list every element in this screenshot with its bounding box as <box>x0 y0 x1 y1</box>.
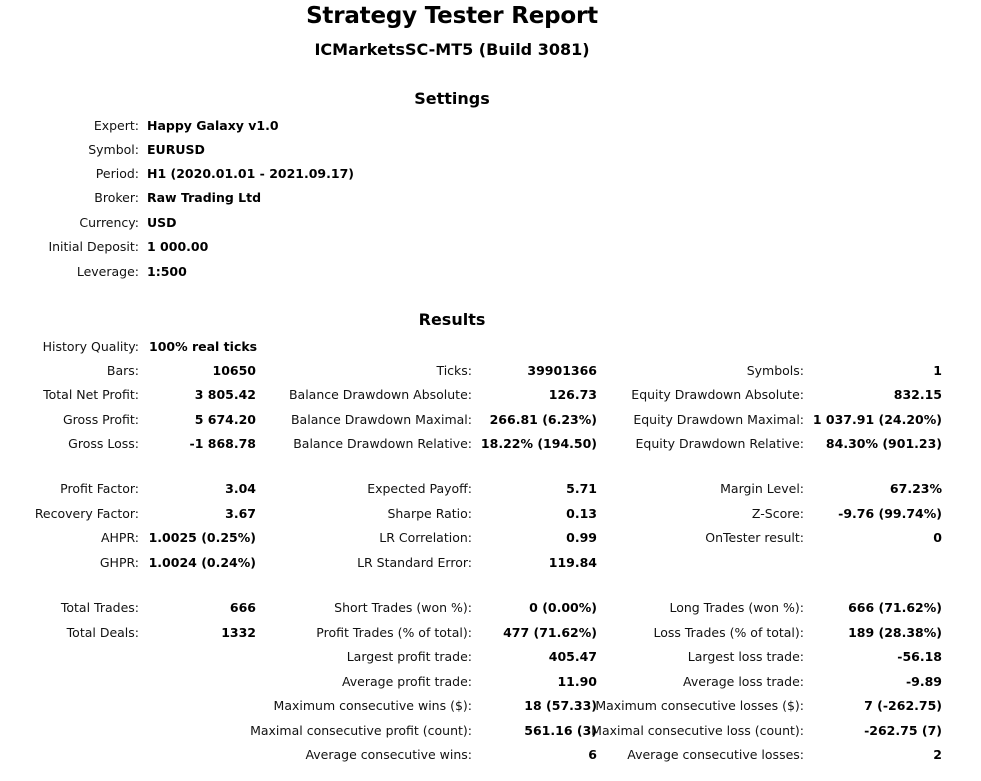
result-label: Balance Drawdown Maximal: <box>290 412 472 427</box>
result-value: 0 (0.00%) <box>529 600 597 615</box>
result-value: 405.47 <box>548 649 597 664</box>
result-label: Average consecutive losses: <box>627 747 804 762</box>
result-label: Average profit trade: <box>341 674 472 689</box>
result-label: Gross Profit: <box>62 412 139 427</box>
result-label: Total Trades: <box>60 600 139 615</box>
settings-value: 1:500 <box>147 264 187 279</box>
result-label: Z-Score: <box>751 506 804 521</box>
result-value: 3.04 <box>225 481 256 496</box>
settings-value: Raw Trading Ltd <box>147 190 262 205</box>
result-value: 7 (-262.75) <box>864 698 942 713</box>
result-value: 126.73 <box>548 387 597 402</box>
result-label: Profit Factor: <box>60 481 139 496</box>
result-value: 2 <box>933 747 942 762</box>
result-label: Balance Drawdown Absolute: <box>288 387 472 402</box>
result-value: 3 805.42 <box>194 387 256 402</box>
result-label: Total Net Profit: <box>43 387 139 402</box>
result-label: Average loss trade: <box>683 674 804 689</box>
result-label: Recovery Factor: <box>34 506 139 521</box>
result-value: 1332 <box>221 625 256 640</box>
result-value: -1 868.78 <box>189 436 256 451</box>
result-label: Maximal consecutive loss (count): <box>591 723 804 738</box>
result-label: Largest loss trade: <box>687 649 804 664</box>
result-value: 1 037.91 (24.20%) <box>812 412 942 427</box>
settings-label: Period: <box>95 166 139 181</box>
result-label: Margin Level: <box>720 481 804 496</box>
result-value: -9.89 <box>905 674 942 689</box>
result-label: Gross Loss: <box>68 436 139 451</box>
settings-label: Leverage: <box>76 264 139 279</box>
result-value: 18 (57.33) <box>524 698 597 713</box>
result-label: Equity Drawdown Relative: <box>635 436 804 451</box>
settings-heading: Settings <box>414 89 490 108</box>
result-label: Ticks: <box>436 363 472 378</box>
settings-value: H1 (2020.01.01 - 2021.09.17) <box>147 166 354 181</box>
report-title: Strategy Tester Report <box>306 3 598 29</box>
result-label: Long Trades (won %): <box>669 600 804 615</box>
result-value: 189 (28.38%) <box>848 625 942 640</box>
result-label: Sharpe Ratio: <box>387 506 472 521</box>
result-value: 666 (71.62%) <box>848 600 942 615</box>
result-value: 477 (71.62%) <box>503 625 597 640</box>
result-label: Largest profit trade: <box>346 649 472 664</box>
result-label: AHPR: <box>100 530 139 545</box>
result-label: LR Standard Error: <box>357 555 472 570</box>
result-value: 3.67 <box>225 506 256 521</box>
settings-label: Broker: <box>94 190 139 205</box>
result-label: Loss Trades (% of total): <box>653 625 804 640</box>
result-value: -56.18 <box>897 649 942 664</box>
result-value: -262.75 (7) <box>864 723 942 738</box>
result-value: 832.15 <box>893 387 942 402</box>
result-label: Balance Drawdown Relative: <box>293 436 472 451</box>
result-value: 5.71 <box>566 481 597 496</box>
result-label: GHPR: <box>99 555 139 570</box>
result-value: 67.23% <box>889 481 942 496</box>
result-label: Average consecutive wins: <box>305 747 472 762</box>
result-value: 1.0024 (0.24%) <box>148 555 256 570</box>
settings-label: Initial Deposit: <box>48 239 139 254</box>
result-value: 39901366 <box>527 363 597 378</box>
result-label: Bars: <box>106 363 139 378</box>
result-value: 666 <box>229 600 256 615</box>
settings-label: Expert: <box>93 118 139 133</box>
result-value: 6 <box>588 747 597 762</box>
history-quality-value: 100% real ticks <box>149 339 258 354</box>
result-value: 11.90 <box>557 674 597 689</box>
result-value: -9.76 (99.74%) <box>838 506 942 521</box>
result-label: Maximum consecutive wins ($): <box>273 698 472 713</box>
result-label: Equity Drawdown Absolute: <box>631 387 804 402</box>
result-label: Expected Payoff: <box>367 481 472 496</box>
settings-label: Currency: <box>79 215 139 230</box>
result-value: 10650 <box>212 363 256 378</box>
result-label: Short Trades (won %): <box>334 600 472 615</box>
result-value: 0.99 <box>566 530 597 545</box>
result-label: Profit Trades (% of total): <box>316 625 472 640</box>
result-label: Maximal consecutive profit (count): <box>250 723 472 738</box>
settings-value: Happy Galaxy v1.0 <box>147 118 279 133</box>
result-label: Symbols: <box>746 363 804 378</box>
result-label: OnTester result: <box>705 530 804 545</box>
settings-value: USD <box>147 215 177 230</box>
result-value: 5 674.20 <box>194 412 256 427</box>
results-heading: Results <box>418 310 486 329</box>
report-subtitle: ICMarketsSC-MT5 (Build 3081) <box>314 40 590 59</box>
result-label: Equity Drawdown Maximal: <box>633 412 804 427</box>
result-value: 561.16 (3) <box>524 723 597 738</box>
history-quality-label: History Quality: <box>42 339 139 354</box>
result-value: 119.84 <box>548 555 597 570</box>
result-value: 1.0025 (0.25%) <box>148 530 256 545</box>
result-value: 266.81 (6.23%) <box>489 412 597 427</box>
result-value: 18.22% (194.50) <box>480 436 597 451</box>
settings-label: Symbol: <box>88 142 139 157</box>
result-value: 0 <box>933 530 942 545</box>
settings-value: 1 000.00 <box>147 239 209 254</box>
result-label: Maximum consecutive losses ($): <box>595 698 804 713</box>
result-value: 84.30% (901.23) <box>825 436 942 451</box>
settings-value: EURUSD <box>147 142 205 157</box>
result-value: 1 <box>933 363 942 378</box>
result-value: 0.13 <box>566 506 597 521</box>
result-label: Total Deals: <box>66 625 139 640</box>
result-label: LR Correlation: <box>379 530 472 545</box>
